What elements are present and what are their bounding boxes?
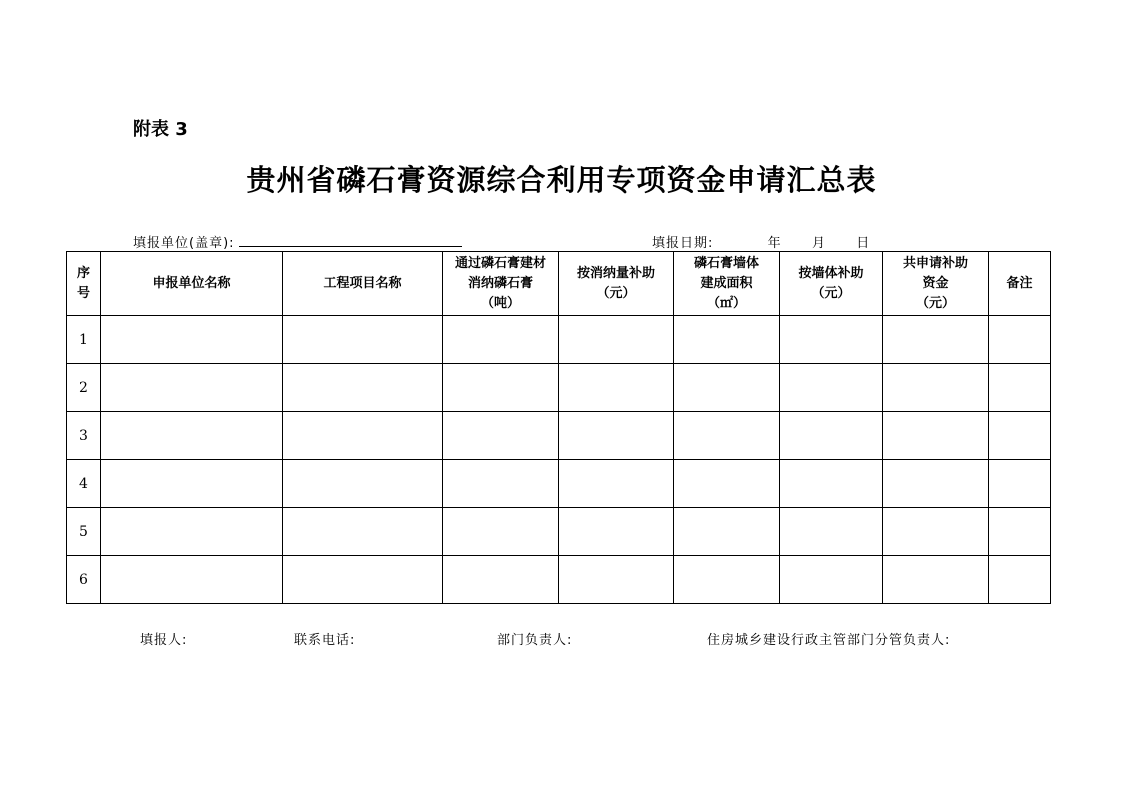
column-header-line: （吨） (480, 295, 520, 311)
table-cell (443, 508, 559, 556)
column-header (780, 252, 883, 316)
table-cell (559, 508, 674, 556)
table-cell (989, 460, 1051, 508)
fill-date-field (652, 232, 870, 251)
table-cell (780, 508, 883, 556)
table-cell (883, 412, 989, 460)
table-cell (674, 508, 780, 556)
table-row (67, 316, 1051, 364)
column-header-line: 号 (76, 285, 90, 301)
table-cell (780, 556, 883, 604)
table-row (67, 556, 1051, 604)
table-cell (780, 412, 883, 460)
table-body (67, 316, 1051, 604)
table-cell (989, 412, 1051, 460)
column-header-line: （元） (915, 295, 955, 311)
row-number-cell: 4 (67, 460, 101, 508)
column-header (989, 252, 1051, 316)
table-cell (559, 316, 674, 364)
column-header-line: 建成面积 (700, 275, 753, 291)
column-header (559, 252, 674, 316)
table-cell (780, 316, 883, 364)
table-cell (674, 556, 780, 604)
fill-unit-underline (239, 246, 462, 247)
table-cell (883, 460, 989, 508)
column-header-line: （元） (596, 285, 636, 301)
table-header-row (67, 252, 1051, 316)
row-number-cell: 2 (67, 364, 101, 412)
table-cell (674, 460, 780, 508)
date-day-label: 日 (856, 236, 871, 251)
document-title: 贵州省磷石膏资源综合利用专项资金申请汇总表 (246, 163, 877, 197)
table-cell (559, 460, 674, 508)
table-cell (559, 556, 674, 604)
table-cell (443, 460, 559, 508)
column-header-line: 序 (76, 265, 90, 281)
table-cell (989, 508, 1051, 556)
column-header-line: 资金 (922, 275, 949, 291)
column-header (443, 252, 559, 316)
column-header-line: 消纳磷石膏 (467, 275, 533, 291)
column-header (674, 252, 780, 316)
table-cell (283, 412, 443, 460)
table-cell (101, 364, 283, 412)
table-cell (443, 316, 559, 364)
table-cell (283, 364, 443, 412)
table-cell (883, 508, 989, 556)
table-cell (443, 364, 559, 412)
table-row (67, 460, 1051, 508)
row-number-cell: 6 (67, 556, 101, 604)
column-header-line: 申报单位名称 (152, 275, 231, 291)
column-header (283, 252, 443, 316)
table-cell (989, 316, 1051, 364)
table-cell (101, 316, 283, 364)
table-cell (283, 508, 443, 556)
column-header-line: （元） (811, 285, 851, 301)
table-cell (883, 556, 989, 604)
column-header-line: 工程项目名称 (323, 275, 402, 291)
column-header (883, 252, 989, 316)
column-header-line: 备注 (1006, 275, 1033, 291)
table-row (67, 364, 1051, 412)
footer-dept-head-label: 部门负责人: (497, 633, 573, 648)
column-header-line: （㎡） (706, 295, 746, 311)
row-number-cell: 3 (67, 412, 101, 460)
table-cell (283, 316, 443, 364)
column-header-line: 磷石膏墙体 (693, 255, 759, 271)
attachment-label: 附表 3 (133, 119, 188, 140)
table-row (67, 412, 1051, 460)
fill-unit-label: 填报单位(盖章): (133, 236, 235, 251)
row-number-cell: 5 (67, 508, 101, 556)
subsidy-summary-table (66, 251, 1051, 604)
table-cell (780, 460, 883, 508)
table-cell (101, 508, 283, 556)
table-cell (101, 556, 283, 604)
table-cell (674, 316, 780, 364)
column-header (67, 252, 101, 316)
table-cell (989, 556, 1051, 604)
fill-date-label: 填报日期: (652, 236, 714, 251)
table-cell (101, 412, 283, 460)
table-cell (674, 412, 780, 460)
column-header-line: 通过磷石膏建材 (454, 255, 546, 271)
footer-housing-head-label: 住房城乡建设行政主管部门分管负责人: (707, 633, 951, 648)
table-cell (674, 364, 780, 412)
table-row (67, 508, 1051, 556)
table-cell (283, 460, 443, 508)
column-header (101, 252, 283, 316)
column-header-line: 共申请补助 (902, 255, 968, 271)
footer-filler-label: 填报人: (140, 633, 188, 648)
table-cell (443, 556, 559, 604)
column-header-line: 按墙体补助 (798, 265, 864, 281)
table-cell (883, 364, 989, 412)
table-cell (101, 460, 283, 508)
row-number-cell: 1 (67, 316, 101, 364)
date-month-label: 月 (811, 236, 826, 251)
table-cell (780, 364, 883, 412)
column-header-line: 按消纳量补助 (576, 265, 655, 281)
footer-phone-label: 联系电话: (294, 633, 356, 648)
table-cell (883, 316, 989, 364)
table-cell (559, 412, 674, 460)
fill-unit-field (133, 232, 235, 251)
table-cell (443, 412, 559, 460)
table-cell (559, 364, 674, 412)
table-cell (989, 364, 1051, 412)
date-year-label: 年 (767, 236, 782, 251)
table-cell (283, 556, 443, 604)
